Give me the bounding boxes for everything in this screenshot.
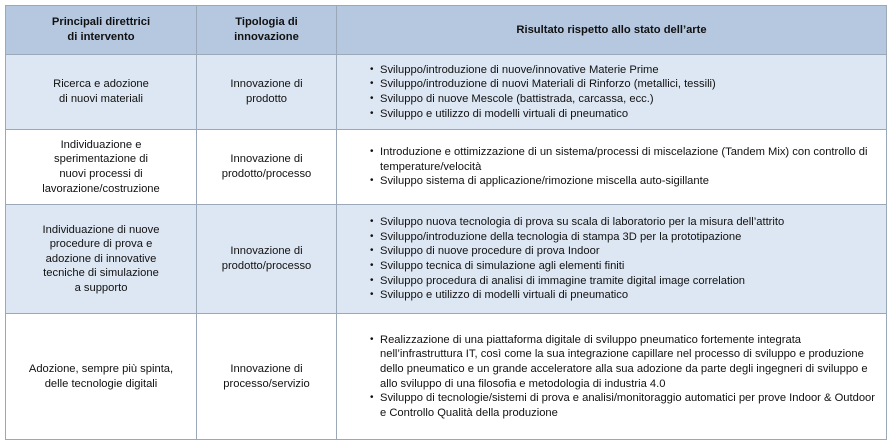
risultati-list [343, 63, 880, 121]
risultati-list [343, 333, 880, 421]
list-item: • Realizzazione di una piattaforma digitale di sviluppo pneumatico fortemente integrata nell’infrastruttura IT, così come la sua integrazione capillare nel processo di sviluppo e produzione dello pneumatico e un grande acceleratore alla sua adozione da parte degli ingegneri di sviluppo e allo sviluppo di una filosofia e metodologia di industria 4.0 [343, 333, 880, 391]
list-item: • Sviluppo di tecnologie/sistemi di prova e analisi/monitoraggio automatici per prove Indoor & Outdoor e Controllo Qualità della produzione [343, 391, 880, 420]
direttrice-cell: Individuazione di nuove procedure di prova e adozione di innovative tecniche di simulazione a supporto [6, 205, 197, 314]
list-item: • Sviluppo di nuove Mescole (battistrada, carcassa, ecc.) [343, 92, 880, 107]
risultati-cell [337, 55, 887, 130]
tipologia-cell: Innovazione di prodotto/processo [197, 130, 337, 205]
header-risultato: Risultato rispetto allo stato dell’arte [337, 6, 887, 55]
header-row [6, 6, 887, 55]
tipologia-cell: Innovazione di prodotto/processo [197, 205, 337, 314]
list-item: • Sviluppo nuova tecnologia di prova su scala di laboratorio per la misura dell’attrito [343, 215, 880, 230]
list-item: • Sviluppo e utilizzo di modelli virtuali di pneumatico [343, 288, 880, 303]
list-item: • Introduzione e ottimizzazione di un sistema/processi di miscelazione (Tandem Mix) con controllo di temperature/velocità [343, 145, 880, 174]
list-item: • Sviluppo/introduzione di nuove/innovative Materie Prime [343, 63, 880, 78]
table-row [6, 205, 887, 314]
table-row [6, 130, 887, 205]
tipologia-cell: Innovazione di prodotto [197, 55, 337, 130]
risultati-list [343, 215, 880, 303]
list-item: • Sviluppo e utilizzo di modelli virtuali di pneumatico [343, 107, 880, 122]
list-item: • Sviluppo tecnica di simulazione agli elementi finiti [343, 259, 880, 274]
list-item: • Sviluppo sistema di applicazione/rimozione miscella auto-sigillante [343, 174, 880, 189]
risultati-list [343, 145, 880, 189]
header-direttrici: Principali direttrici di intervento [6, 6, 197, 55]
list-item: • Sviluppo di nuove procedure di prova Indoor [343, 244, 880, 259]
direttrice-cell: Adozione, sempre più spinta, delle tecnologie digitali [6, 314, 197, 440]
table-row [6, 314, 887, 440]
tipologia-cell: Innovazione di processo/servizio [197, 314, 337, 440]
list-item: • Sviluppo procedura di analisi di immagine tramite digital image correlation [343, 274, 880, 289]
list-item: • Sviluppo/introduzione della tecnologia di stampa 3D per la prototipazione [343, 230, 880, 245]
table-row [6, 55, 887, 130]
risultati-cell [337, 130, 887, 205]
header-tipologia: Tipologia di innovazione [197, 6, 337, 55]
innovation-table [5, 5, 887, 440]
risultati-cell [337, 205, 887, 314]
direttrice-cell: Ricerca e adozione di nuovi materiali [6, 55, 197, 130]
direttrice-cell: Individuazione e sperimentazione di nuovi processi di lavorazione/costruzione [6, 130, 197, 205]
list-item: • Sviluppo/introduzione di nuovi Materiali di Rinforzo (metallici, tessili) [343, 77, 880, 92]
risultati-cell [337, 314, 887, 440]
